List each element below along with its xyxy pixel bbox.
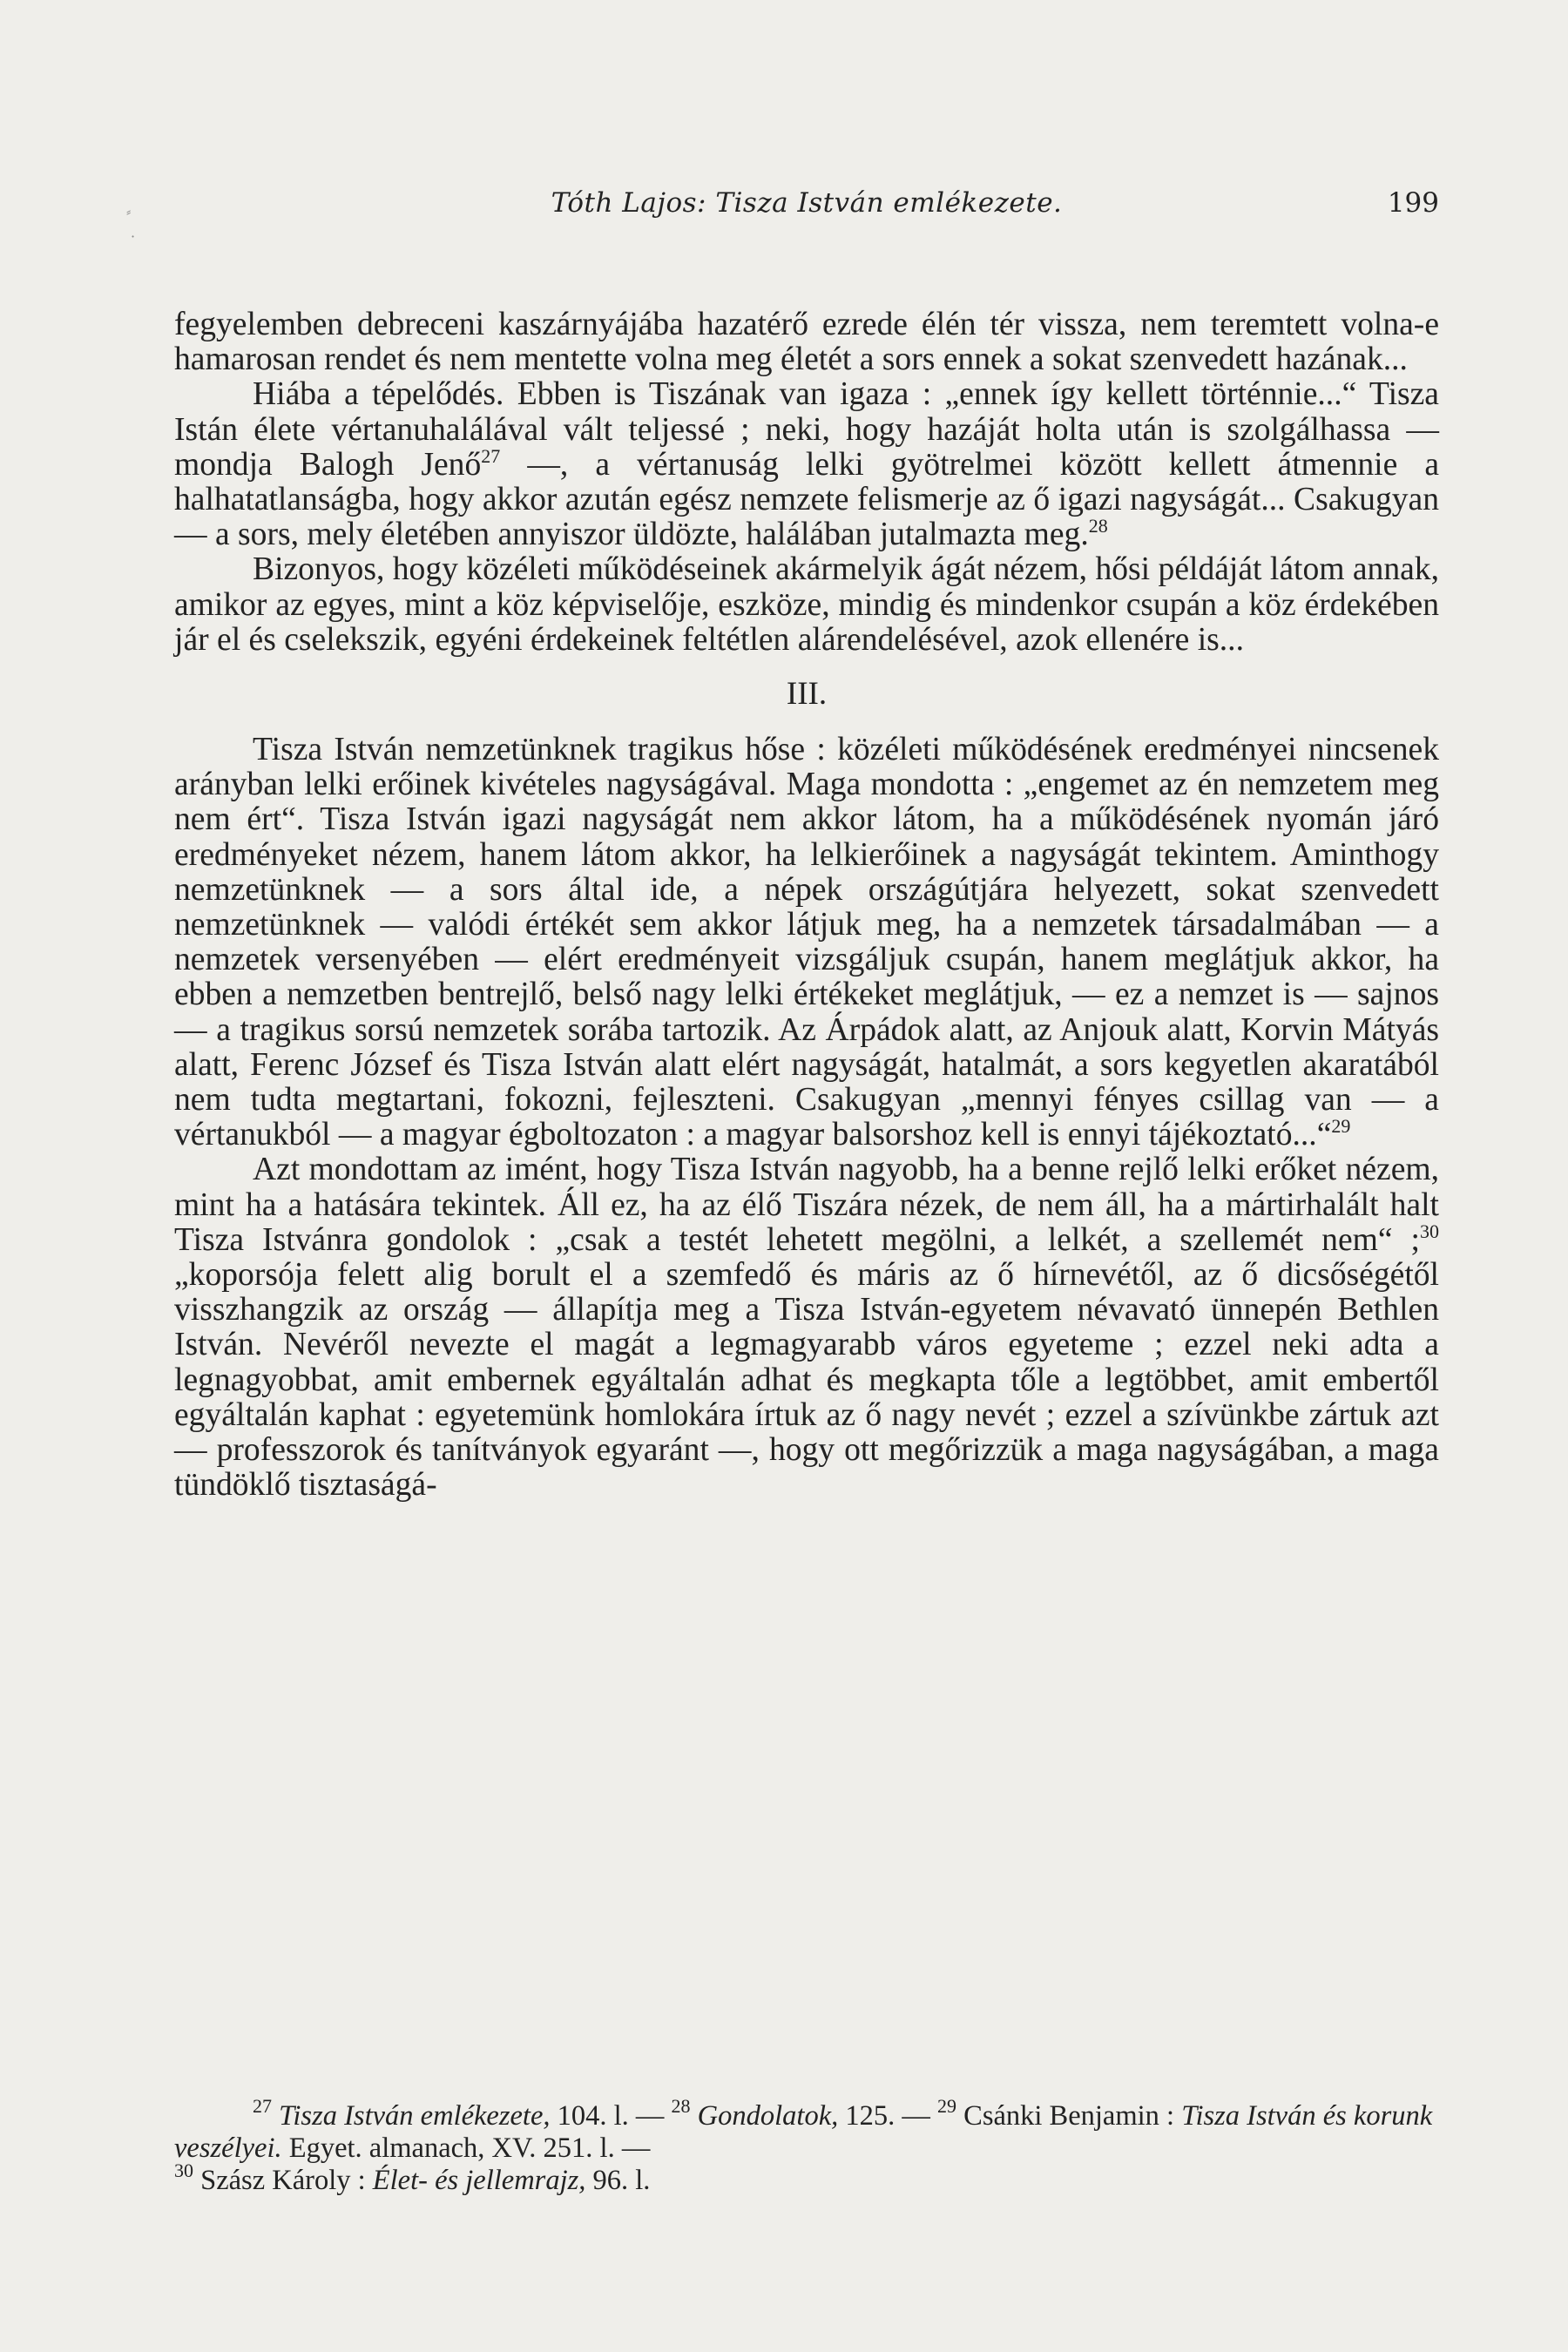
footnote-ref: 28 — [1088, 515, 1108, 537]
page-number: 199 — [1387, 187, 1439, 219]
paragraph: Hiába a tépelődés. Ebben is Tiszának van igaza : „ennek így kellett történnie...“ Tisza Istán élete vértanuhalálával vált teljessé ; neki, hogy hazáját holta után is szolgálhassa — mondja Balogh Jenő$^{27}$ —, a vértanuság lelki gyötrelmei között kellett átmennie a halhatatlanságba, hogy akkor azután egész nemzete felismerje az ő igazi nagyságát... Csakugyan — a sors, mely életében annyiszor üldözte, halálában jutalmazta meg.$^{28}$ — [174, 376, 1440, 553]
footnote-title: Gondolatok, — [697, 2100, 839, 2132]
running-title: Tóth Lajos: Tisza István emlékezete. — [551, 187, 1063, 219]
margin-mark: · — [131, 228, 136, 245]
footnote-number: 27 — [253, 2095, 272, 2117]
footnote-number: 29 — [937, 2095, 957, 2117]
footnote-ref: 27 — [481, 444, 501, 467]
footnotes: $^{27}$ Tisza István emlékezete, 104. l. — $^{28}$ Gondolatok, 125. — $^{29}$ Csánki Benjamin : Tisza István és korunk veszélyei. Egyet. almanach, XV. 251. l. — $^{30}$ Szász Károly : Élet- és jellemrajz, 96. l. — [174, 2095, 1433, 2196]
footnote-ref: 29 — [1331, 1115, 1351, 1138]
margin-mark: ⸗ — [126, 203, 132, 220]
footnote-number: 30 — [174, 2159, 193, 2181]
footnote-title: Élet- és jellemrajz, — [372, 2165, 586, 2196]
paragraph: Bizonyos, hogy közéleti működéseinek akármelyik ágát nézem, hősi példáját látom annak, amikor az egyes, mint a köz képviselője, eszköze, mindig és mindenkor csupán a köz érdekében jár el és cselekszik, egyéni érdekeinek feltétlen alárendelésével, azok ellenére is... — [174, 551, 1439, 658]
footnote-title: Tisza István és korunk veszélyei. — [174, 2100, 1433, 2164]
section-heading: III. — [786, 676, 828, 713]
paragraph: fegyelemben debreceni kaszárnyájába hazatérő ezrede élén tér vissza, nem teremtett volna-e hamarosan rendet és nem mentette volna meg életét a sors ennek a sokat szenvedett hazának... — [174, 307, 1439, 378]
footnote-number: 28 — [671, 2095, 691, 2117]
footnote-title: Tisza István emlékezete, — [279, 2100, 551, 2132]
paragraph: Tisza István nemzetünknek tragikus hőse : közéleti működésének eredményei nincsenek arányban lelki erőinek kivételes nagyságával. Maga mondotta : „engemet az én nemzetem meg nem ért“. Tisza István igazi nagyságát nem akkor látom, ha a működésének nyomán járó eredményeket nézem, hanem látom akkor, ha lelkierőinek a nagyságát tekintem. Aminthogy nemzetünknek — a sors által ide, a népek országútjára helyezett, sokat szenvedett nemzetünknek — valódi értékét sem akkor látjuk meg, ha a nemzetek társadalmában — a nemzetek versenyében — elért eredményeit vizsgáljuk csupán, hanem meglátjuk akkor, ha ebben a nemzetben bentrejlő, belső nagy lelki értékeket meglátjuk, — ez a nemzet is — sajnos — a tragikus sorsú nemzetek sorába tartozik. Az Árpádok alatt, az Anjouk alatt, Korvin Mátyás alatt, Ferenc József és Tisza István alatt elért nagyságát, hatalmát, a sors kegyetlen akaratából nem tudta megtartani, fokozni, fejleszteni. Csakugyan „mennyi fényes csillag van — a vértanukból — a magyar égboltozaton : a magyar balsorshoz kell is ennyi tájékoztató...“$^{29}$ — [174, 732, 1439, 1153]
paragraph: Azt mondottam az imént, hogy Tisza István nagyobb, ha a benne rejlő lelki erőket nézem, mint ha a hatására tekintek. Áll ez, ha az élő Tiszára nézek, de nem áll, ha a mártirhalált halt Tisza Istvánra gondolok : „csak a testét lehetett megölni, a lelkét, a szellemét nem“ ;$^{30}$ „koporsója felett alig borult el a szemfedő és máris az ő hírnevétől, az ő dicsőségétől visszhangzik az ország — állapítja meg a Tisza István-egyetem névavató ünnepén Bethlen István. Nevéről nevezte el magát a legmagyarabb város egyeteme ; ezzel neki adta a legnagyobbat, amit embernek egyáltalán adhat és megkapta tőle a legtöbbet, amit embertől egyáltalán kaphat : egyetemünk homlokára írtuk az ő nagy nevét ; ezzel a szívünkbe zártuk azt — professzorok és tanítványok egyaránt —, hogy ott megőrizzük a maga nagyságában, a maga tündöklő tisztaságá- — [174, 1152, 1439, 1504]
body-text — [174, 308, 1439, 1504]
running-head — [174, 187, 1439, 231]
footnote-ref: 30 — [1420, 1220, 1439, 1242]
